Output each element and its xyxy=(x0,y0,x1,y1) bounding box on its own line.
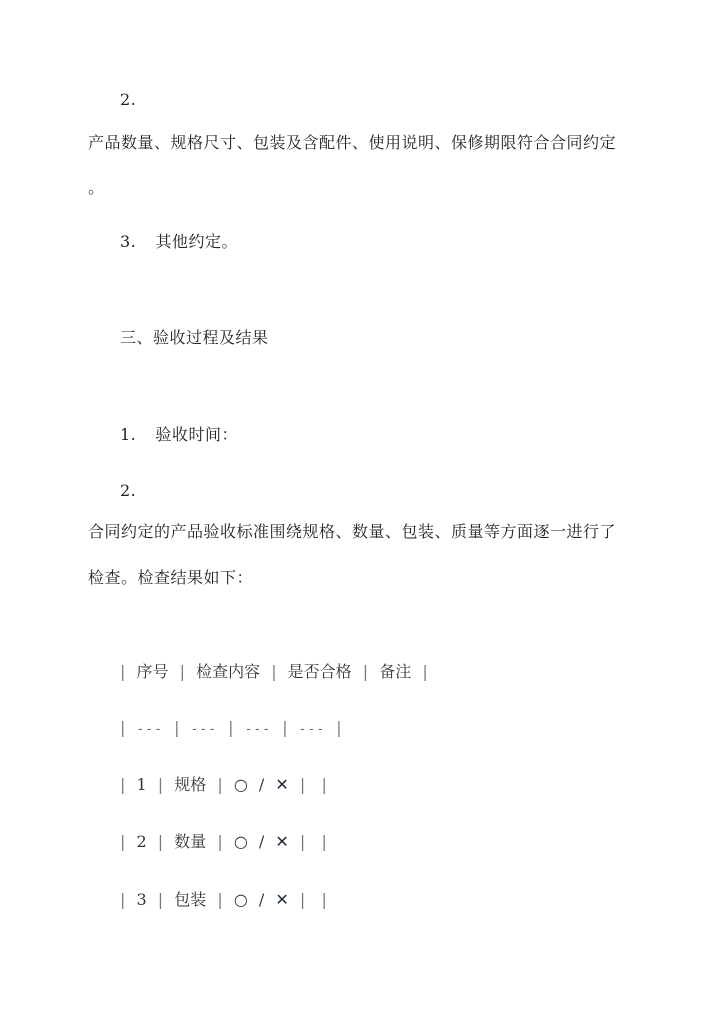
table-divider-dash: --- xyxy=(244,722,272,737)
section-3-item-1 xyxy=(120,425,238,445)
table-separator: | xyxy=(422,662,428,681)
section-3-item-2-text-line-2: 检查。检查结果如下： xyxy=(88,568,254,587)
table-separator: | xyxy=(120,662,126,681)
table-separator: | xyxy=(228,718,234,737)
table-cell-item: 包装 xyxy=(174,890,207,909)
table-separator: | xyxy=(217,775,223,794)
table-separator: | xyxy=(299,775,306,794)
section-3-item-1-number: 1. xyxy=(120,425,137,444)
table-row xyxy=(120,832,333,852)
table-separator: | xyxy=(321,775,327,794)
table-separator: | xyxy=(157,775,164,794)
table-separator: | xyxy=(120,832,126,851)
table-row xyxy=(120,775,333,795)
pass-circle-icon: ○ xyxy=(233,775,248,794)
table-separator: | xyxy=(321,832,327,851)
table-separator: | xyxy=(217,890,223,909)
table-separator: | xyxy=(157,832,164,851)
section-3-item-2-text-line-1: 合同约定的产品验收标准围绕规格、数量、包装、质量等方面逐一进行了 xyxy=(88,522,617,541)
table-cell-item: 数量 xyxy=(174,832,207,851)
table-separator: | xyxy=(120,775,126,794)
table-divider-dash: --- xyxy=(298,722,326,737)
table-separator: | xyxy=(179,662,185,681)
table-separator: | xyxy=(174,718,180,737)
item-3-number: 3. xyxy=(120,232,137,251)
table-cell-item: 规格 xyxy=(174,775,207,794)
table-header-item: 检查内容 xyxy=(196,662,261,681)
table-separator: | xyxy=(271,662,277,681)
mark-slash: / xyxy=(258,832,265,851)
table-separator: | xyxy=(282,718,288,737)
item-3-text: 其他约定。 xyxy=(155,232,238,251)
section-3-item-2-number: 2. xyxy=(120,481,137,500)
mark-slash: / xyxy=(258,890,265,909)
table-separator: | xyxy=(299,832,306,851)
item-2-number: 2. xyxy=(120,90,137,109)
table-separator: | xyxy=(336,718,342,737)
table-divider-dash: --- xyxy=(136,722,163,737)
table-header-pass: 是否合格 xyxy=(287,662,352,681)
table-row xyxy=(120,890,333,910)
table-header-note: 备注 xyxy=(379,662,412,681)
table-separator: | xyxy=(217,832,223,851)
pass-circle-icon: ○ xyxy=(233,890,248,909)
table-separator: | xyxy=(299,890,306,909)
pass-circle-icon: ○ xyxy=(233,832,248,851)
fail-cross-icon: ✕ xyxy=(275,890,289,909)
item-2-text-line-2: 。 xyxy=(88,178,105,197)
table-header-row xyxy=(120,662,434,682)
table-separator: | xyxy=(321,890,327,909)
table-divider-dash: --- xyxy=(190,722,218,737)
table-cell-no: 3 xyxy=(136,890,147,909)
section-3-heading: 三、验收过程及结果 xyxy=(120,328,269,347)
table-cell-no: 2 xyxy=(136,832,147,851)
table-separator: | xyxy=(157,890,164,909)
section-3-item-1-text: 验收时间： xyxy=(155,425,238,444)
fail-cross-icon: ✕ xyxy=(275,775,289,794)
table-divider-row xyxy=(120,718,348,740)
table-separator: | xyxy=(362,662,369,681)
table-separator: | xyxy=(120,718,126,737)
table-header-no: 序号 xyxy=(136,662,169,681)
mark-slash: / xyxy=(258,775,265,794)
table-separator: | xyxy=(120,890,126,909)
table-cell-no: 1 xyxy=(136,775,147,794)
item-2-text-line-1: 产品数量、规格尺寸、包装及含配件、使用说明、保修期限符合合同约定 xyxy=(88,133,617,152)
item-3 xyxy=(120,232,238,252)
fail-cross-icon: ✕ xyxy=(275,832,289,851)
